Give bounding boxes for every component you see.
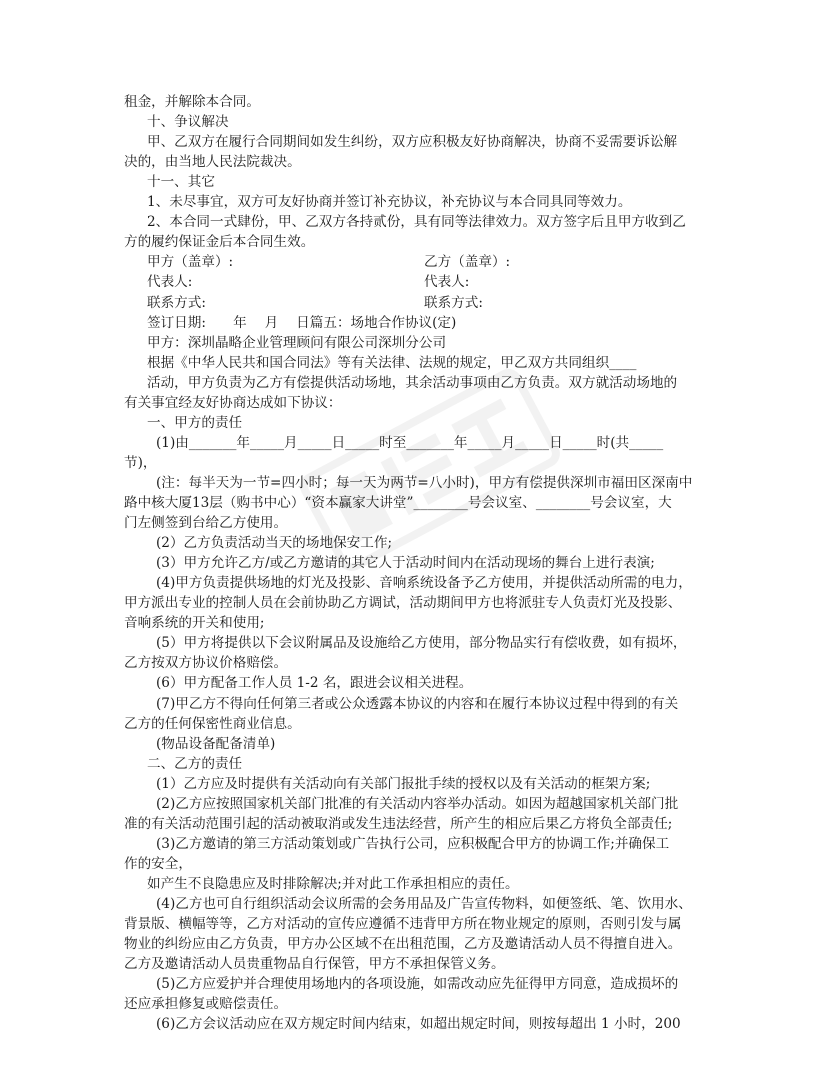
text-line: (2)乙方应按照国家机关部门批准的有关活动内容举办活动。如因为超越国家机关部门批	[156, 795, 679, 812]
section-heading: 一、甲方的责任	[147, 414, 243, 431]
party-a-contact-label: 联系方式:	[147, 294, 206, 311]
text-line: 还应承担修复或赔偿责任。	[124, 996, 288, 1013]
text-line: (7)甲乙方不得向任何第三者或公众透露本协议的内容和在履行本协议过程中得到的有关	[156, 695, 679, 712]
text-line: (3)乙方邀请的第三方活动策划或广告执行公司，应积极配合甲方的协调工作;并确保工	[156, 835, 670, 852]
party-a-seal-label: 甲方（盖章）:	[147, 254, 234, 271]
text-line: 甲方：深圳晶略企业管理顾问有限公司深圳分公司	[147, 334, 447, 351]
text-line: (2）乙方负责活动当天的场地保安工作;	[156, 535, 393, 552]
text-line: 甲、乙双方在履行合同期间如发生纠纷，双方应积极友好协商解决，协商不妥需要诉讼解	[147, 134, 678, 151]
text-line: 方的履约保证金后本合同生效。	[124, 234, 315, 251]
text-line: (4)乙方也可自行组织活动会议所需的会务用品及广告宣传物料，如便签纸、笔、饮用水、	[156, 896, 692, 912]
text-line: (4)甲方负责提供场地的灯光及投影、音响系统设备予乙方使用，并提供活动所需的电力，	[156, 575, 692, 592]
text-line: 门左侧签到台给乙方使用。	[124, 515, 288, 532]
signing-date-line: 签订日期: 年 月 日篇五：场地合作协议(定)	[147, 314, 457, 331]
text-line: 乙方的任何保密性商业信息。	[124, 715, 301, 732]
section-heading: 二、乙方的责任	[147, 755, 243, 772]
text-line: 租金，并解除本合同。	[124, 94, 260, 110]
section-heading: 十一、其它	[147, 174, 215, 191]
party-b-contact-label: 联系方式:	[424, 294, 483, 311]
text-line: (3）甲方允许乙方/或乙方邀请的其它人于活动时间内在活动现场的舞台上进行表演;	[156, 555, 655, 572]
text-line: (物品设备配备清单)	[156, 735, 276, 752]
party-a-representative-label: 代表人:	[147, 274, 193, 291]
text-line: 音响系统的开关和使用;	[124, 615, 265, 632]
text-line: 2、本合同一式肆份，甲、乙双方各持贰份，具有同等法律效力。双方签字后且甲方收到乙	[147, 214, 686, 231]
party-b-seal-label: 乙方（盖章）:	[424, 254, 511, 271]
text-line: 作的安全，	[124, 855, 192, 872]
text-line: 物业的纠纷应由乙方负责，甲方办公区域不在出租范围，乙方及邀请活动人员不得擅自进入。	[124, 936, 682, 953]
text-line: 根据《中华人民共和国合同法》等有关法律、法规的规定，甲乙双方共同组织____	[147, 354, 637, 371]
text-line: 路中核大厦13层（购书中心）“资本赢家大讲堂”________号会议室、________号会议室，大	[124, 495, 672, 511]
text-line: (注：每半天为一节=四小时；每一天为两节=八小时)，甲方有偿提供深圳市福田区深南中	[156, 474, 693, 491]
text-line: 乙方按双方协议价格赔偿。	[124, 655, 288, 672]
text-line: 节)，	[124, 454, 157, 471]
section-heading: 十、争议解决	[147, 114, 229, 131]
text-line: 乙方及邀请活动人员贵重物品自行保管，甲方不承担保管义务。	[124, 956, 505, 973]
text-line: (1)由_______年_____月_____日_____时至_______年_____月_____日_____时(共_____	[156, 434, 664, 451]
text-line: (1）乙方应及时提供有关活动向有关部门报批手续的授权以及有关活动的框架方案;	[156, 775, 651, 792]
text-line: (6)乙方会议活动应在双方规定时间内结束，如超出规定时间，则按每超出 1 小时，200	[156, 1016, 681, 1033]
text-line: 甲方派出专业的控制人员在会前协助乙方调试，活动期间甲方也将派驻专人负责灯光及投影、	[124, 595, 682, 612]
text-line: 有关事宜经友好协商达成如下协议：	[124, 394, 342, 411]
text-line: (5)乙方应爱护并合理使用场地内的各项设施，如需改动应先征得甲方同意，造成损坏的	[156, 976, 679, 993]
party-b-representative-label: 代表人:	[424, 274, 470, 291]
text-line: 背景版、横幅等等，乙方对活动的宣传应遵循不违背甲方所在物业规定的原则，否则引发与属	[124, 916, 682, 933]
text-line: 决的，由当地人民法院裁决。	[124, 154, 301, 171]
text-line: 活动，甲方负责为乙方有偿提供活动场地，其余活动事项由乙方负责。双方就活动场地的	[147, 374, 678, 391]
text-line: (6）甲方配备工作人员 1-2 名，跟进会议相关进程。	[156, 675, 473, 692]
text-line: 准的有关活动范围引起的活动被取消或发生违法经营，所产生的相应后果乙方将负全部责任;	[124, 815, 673, 832]
text-line: 1、未尽事宜，双方可友好协商并签订补充协议，补充协议与本合同具同等效力。	[147, 194, 632, 211]
text-line: 如产生不良隐患应及时排除解决;并对此工作承担相应的责任。	[147, 875, 519, 892]
text-line: (5）甲方将提供以下会议附属品及设施给乙方使用，部分物品实行有偿收费，如有损坏，	[156, 635, 687, 652]
